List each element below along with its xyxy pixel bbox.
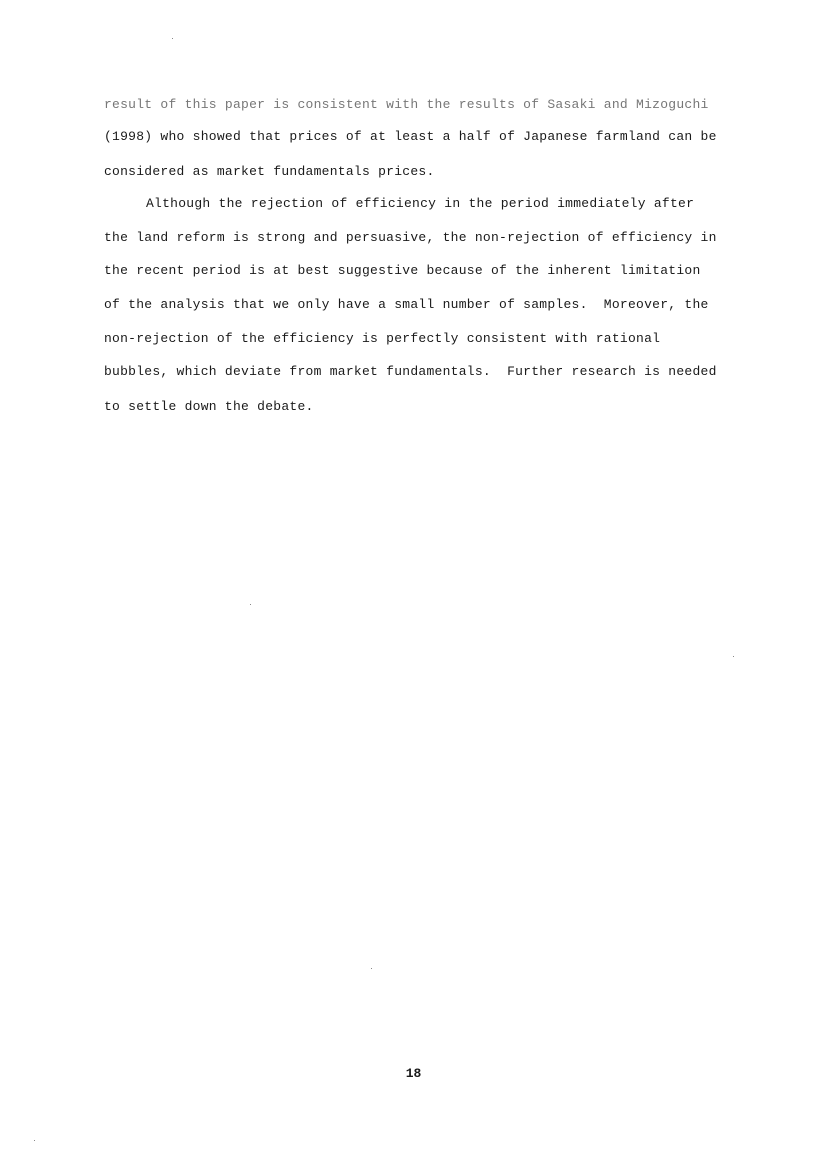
paragraph-2-line-2: the land reform is strong and persuasive, the non-rejection of efficiency in <box>104 230 717 245</box>
scan-speck <box>250 604 251 605</box>
page-number: 18 <box>405 1066 422 1081</box>
scan-speck <box>34 1140 35 1141</box>
paragraph-2-line-7: to settle down the debate. <box>104 399 314 414</box>
paragraph-1-line-1: result of this paper is consistent with the results of Sasaki and Mizoguchi <box>104 97 709 112</box>
scan-speck <box>733 656 734 657</box>
scan-speck <box>172 38 173 39</box>
paragraph-2-line-6: bubbles, which deviate from market fundamentals. Further research is needed <box>104 364 717 379</box>
paragraph-2-line-3: the recent period is at best suggestive because of the inherent limitation <box>104 263 701 278</box>
paragraph-2-line-4: of the analysis that we only have a small number of samples. Moreover, the <box>104 297 709 312</box>
paragraph-1-line-2: (1998) who showed that prices of at least a half of Japanese farmland can be <box>104 129 717 144</box>
paragraph-2-line-1: Although the rejection of efficiency in the period immediately after <box>146 196 695 211</box>
scan-speck <box>371 968 372 969</box>
paragraph-2-line-5: non-rejection of the efficiency is perfectly consistent with rational <box>104 331 661 346</box>
paragraph-1-line-3: considered as market fundamentals prices. <box>104 164 435 179</box>
